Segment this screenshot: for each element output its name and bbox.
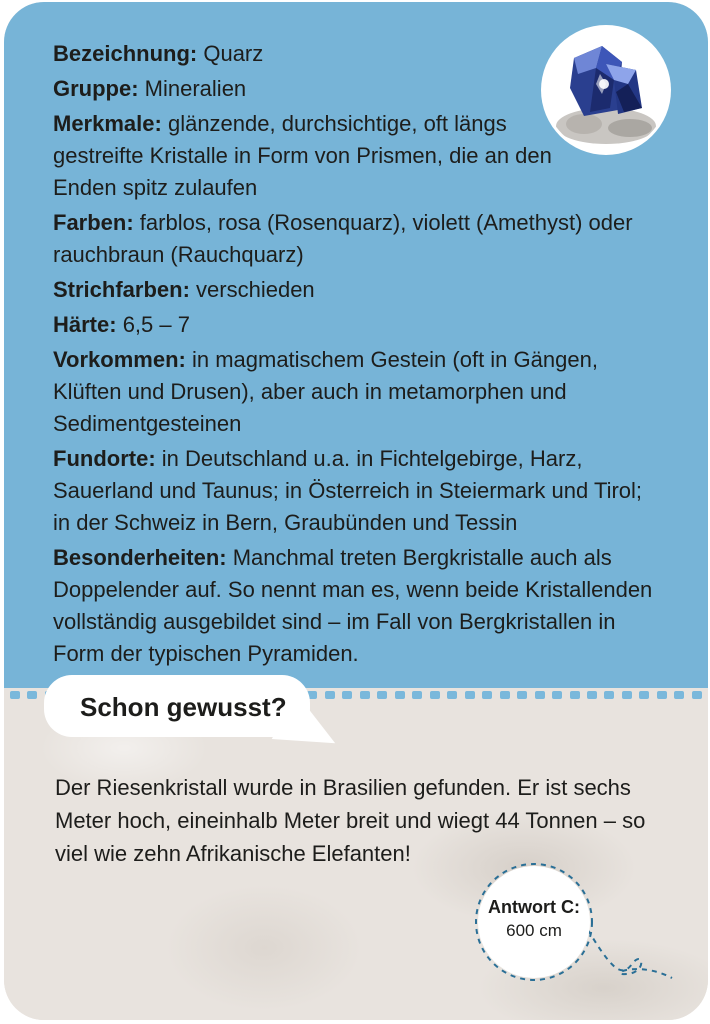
answer-value: 600 cm: [506, 921, 562, 940]
fact-key: Strichfarben:: [53, 277, 190, 302]
fact-value: Mineralien: [138, 76, 247, 101]
fact-value: in Deutschland u.a. in Fichtelgebirge, Harz, Sauerland und Taunus; in Österreich in Steiermark und Tirol; in der Schweiz in Bern, Graubünden und Tessin: [53, 446, 643, 535]
fact-besonderheiten: [53, 542, 653, 670]
divider-mark: [674, 691, 684, 699]
divider-mark: [360, 691, 370, 699]
fact-merkmale: [53, 108, 553, 204]
divider-mark: [482, 691, 492, 699]
fact-key: Merkmale:: [53, 111, 162, 136]
fact-haerte: [53, 309, 653, 341]
divider-mark: [27, 691, 37, 699]
fact-gruppe: [53, 73, 653, 105]
did-you-know-title: Schon gewusst?: [80, 692, 287, 722]
fact-value: verschieden: [189, 277, 315, 302]
fact-key: Gruppe:: [53, 76, 139, 101]
fact-strichfarben: [53, 274, 653, 306]
divider-mark: [307, 691, 317, 699]
fact-key: Vorkommen:: [53, 347, 186, 372]
fact-list: [53, 38, 653, 673]
fact-value: Manchmal treten Bergkristalle auch als Doppelender auf. So nennt man es, wenn beide Kristallenden vollständig ausgebildet sind – im Fall von Bergkristallen in Form der typischen Pyramiden.: [53, 545, 653, 666]
fact-fundorte: [53, 443, 653, 539]
divider-mark: [517, 691, 527, 699]
fact-bezeichnung: [53, 38, 653, 70]
fact-key: Härte:: [53, 312, 117, 337]
divider-mark: [535, 691, 545, 699]
divider-mark: [342, 691, 352, 699]
fact-key: Besonderheiten:: [53, 545, 227, 570]
divider-mark: [587, 691, 597, 699]
divider-mark: [447, 691, 457, 699]
fact-key: Farben:: [53, 210, 134, 235]
fact-value: Quarz: [197, 41, 264, 66]
fact-value: farblos, rosa (Rosenquarz), violett (Amethyst) oder rauchbraun (Rauchquarz): [53, 210, 633, 267]
divider-mark: [325, 691, 335, 699]
divider-mark: [622, 691, 632, 699]
fact-value: 6,5 – 7: [116, 312, 190, 337]
divider-mark: [692, 691, 702, 699]
fact-value: glänzende, durchsichtige, oft längs gestreifte Kristalle in Form von Prismen, die an den Enden spitz zulaufen: [53, 111, 552, 200]
divider-mark: [10, 691, 20, 699]
fact-key: Fundorte:: [53, 446, 156, 471]
answer-label: Antwort C:: [488, 897, 580, 917]
divider-mark: [570, 691, 580, 699]
divider-mark: [657, 691, 667, 699]
divider-mark: [604, 691, 614, 699]
divider-mark: [465, 691, 475, 699]
divider-mark: [430, 691, 440, 699]
divider-mark: [552, 691, 562, 699]
divider-mark: [500, 691, 510, 699]
divider-mark: [377, 691, 387, 699]
divider-mark: [395, 691, 405, 699]
fact-key: Bezeichnung:: [53, 41, 198, 66]
fact-farben: [53, 207, 653, 271]
fact-vorkommen: [53, 344, 653, 440]
divider-mark: [639, 691, 649, 699]
fact-value: in magmatischem Gestein (oft in Gängen, Klüften und Drusen), aber auch in metamorphen und Sedimentgesteinen: [53, 347, 598, 436]
did-you-know-text: Der Riesenkristall wurde in Brasilien gefunden. Er ist sechs Meter hoch, eineinhalb Meter breit und wiegt 44 Tonnen – so viel wie zehn Afrikanische Elefanten!: [55, 775, 646, 866]
divider-mark: [412, 691, 422, 699]
